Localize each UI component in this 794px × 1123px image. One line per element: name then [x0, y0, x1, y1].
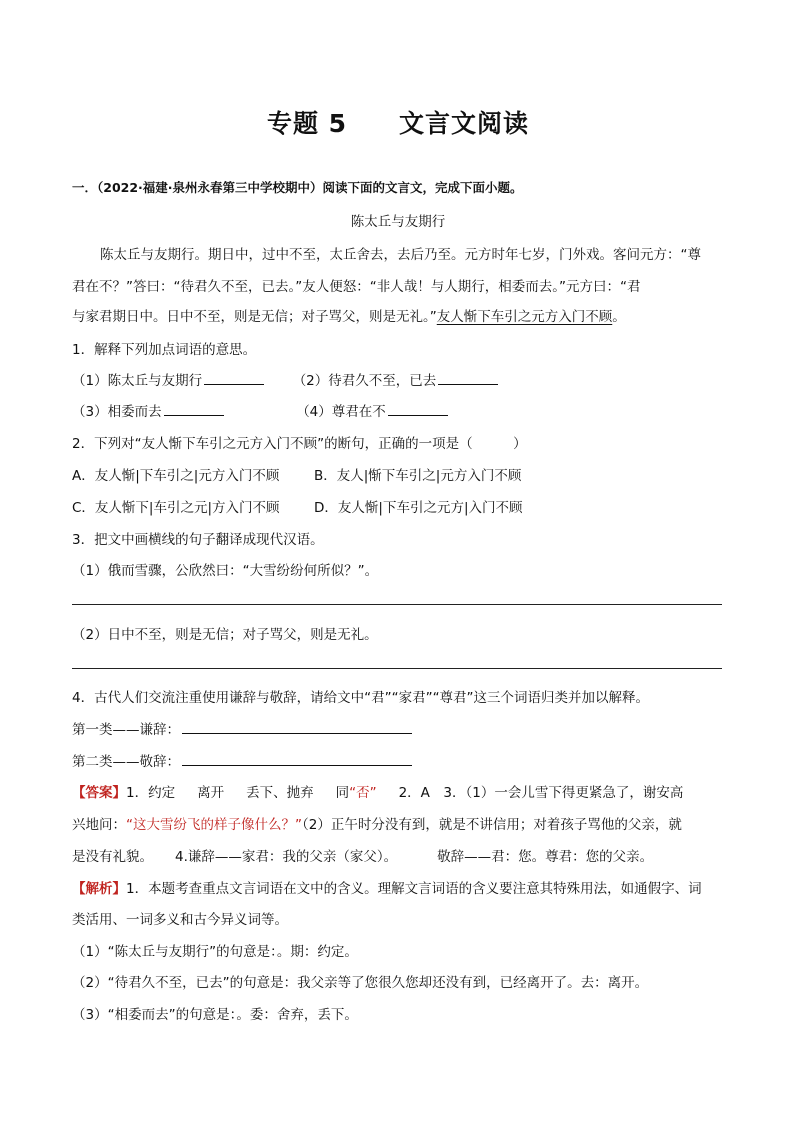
answer-text: 同: [335, 785, 350, 801]
question-intro: 一．（2022·福建·泉州永春第三中学校期中）阅读下面的文言文，完成下面小题。: [72, 180, 523, 195]
answer-line-3: [72, 845, 724, 865]
answer-blank[interactable]: [182, 719, 412, 734]
answer-text: 丢下、抛弃: [246, 785, 314, 801]
analysis-tag: 【解析】: [72, 881, 126, 897]
q1-row-2: [72, 400, 724, 420]
answer-text: （2）正午时分没有到，就是不讲信用；对着孩子骂他的父亲，就: [302, 817, 682, 833]
q1-item-1: （1）陈太丘与友期行: [72, 373, 203, 389]
underlined-sentence: 友人惭下车引之元方入门不顾: [436, 309, 613, 325]
passage-title: 陈太丘与友期行: [350, 214, 446, 230]
q3-sentence-1: （1）俄而雪骤，公欣然曰：“大雪纷纷何所似？”。: [72, 563, 379, 579]
q2-option-d[interactable]: D．友人惭|下车引之元方|入门不顾: [314, 500, 523, 516]
answer-text: 4.谦辞——家君：我的父亲（家父）。: [175, 849, 398, 865]
q1-item-4: （4）尊君在不: [296, 404, 386, 420]
answer-tag: 【答案】: [72, 785, 126, 801]
analysis-line-1: [72, 877, 724, 897]
q3-sentence-2: （2）日中不至，则是无信；对子骂父，则是无礼。: [72, 627, 378, 643]
q1-row-1: [72, 369, 724, 389]
passage-line-3: [72, 305, 724, 325]
answer-text: 1．约定: [126, 785, 176, 801]
q3-stem: 3．把文中画横线的句子翻译成现代汉语。: [72, 532, 324, 548]
answer-line[interactable]: [72, 668, 722, 669]
answer-text: 是没有礼貌。: [72, 849, 153, 865]
q2-row-2: [72, 496, 724, 516]
answer-text: 离开: [197, 785, 225, 801]
answer-blank[interactable]: [388, 401, 448, 416]
answer-line-2: [72, 813, 724, 833]
q2-stem: 2．下列对“友人惭下车引之元方入门不顾”的断句，正确的一项是（ ）: [72, 436, 527, 452]
analysis-line-2: 类活用、一词多义和古今异义词等。: [72, 912, 288, 928]
q4-label-2: 第二类——敬辞：: [72, 754, 180, 770]
answer-text: 兴地问：: [72, 817, 126, 833]
answer-line[interactable]: [72, 604, 722, 605]
passage-line-2: 君在不？”答曰：“待君久不至，已去。”友人便怒：“非人哉！与人期行，相委而去。”元方曰：“君: [72, 279, 641, 295]
passage-line-1: 陈太丘与友期行。期日中，过中不至，太丘舍去，去后乃至。元方时年七岁，门外戏。客问元方：“尊: [100, 247, 701, 263]
answer-text-red: “这大雪纷飞的样子像什么？”: [126, 817, 302, 833]
q4-stem: 4．古代人们交流注重使用谦辞与敬辞，请给文中“君”“家君”“尊君”这三个词语归类并加以解释。: [72, 690, 650, 706]
passage-text: 与家君期日中。日中不至，则是无信；对子骂父，则是无礼。”: [72, 309, 437, 325]
q2-option-a[interactable]: A．友人惭|下车引之|元方入门不顾: [72, 468, 280, 484]
q4-category-2: [72, 750, 724, 770]
page-title: 专题 5 文言文阅读: [266, 109, 530, 138]
q4-category-1: [72, 718, 724, 738]
answer-text: 敬辞——君：您。尊君：您的父亲。: [437, 849, 654, 865]
q1-item-3: （3）相委而去: [72, 404, 162, 420]
answer-text-red: “否”: [349, 785, 377, 801]
analysis-text: 1．本题考查重点文言词语在文中的含义。理解文言词语的含义要注意其特殊用法，如通假字、词: [126, 881, 702, 897]
answer-blank[interactable]: [438, 370, 498, 385]
q1-stem: 1．解释下列加点词语的意思。: [72, 342, 257, 358]
q2-row-1: [72, 464, 724, 484]
q2-option-b[interactable]: B．友人|惭下车引之|元方入门不顾: [314, 468, 522, 484]
analysis-item-3: （3）“相委而去”的句意是：。委：舍弃，丢下。: [72, 1007, 358, 1023]
q2-option-c[interactable]: C．友人惭下|车引之元|方入门不顾: [72, 500, 280, 516]
q1-item-2: （2）待君久不至，已去: [292, 373, 437, 389]
passage-end: 。: [612, 309, 626, 325]
answer-blank[interactable]: [164, 401, 224, 416]
q4-label-1: 第一类——谦辞：: [72, 722, 180, 738]
answer-text: 2．A 3．（1）一会儿雪下得更紧急了，谢安高: [398, 785, 684, 801]
analysis-item-1: （1）“陈太丘与友期行”的句意是：。期：约定。: [72, 944, 358, 960]
analysis-item-2: （2）“待君久不至，已去”的句意是：我父亲等了您很久您却还没有到，已经离开了。去：离开。: [72, 975, 649, 991]
answer-blank[interactable]: [182, 751, 412, 766]
answer-line-1: [72, 781, 724, 801]
answer-blank[interactable]: [204, 370, 264, 385]
